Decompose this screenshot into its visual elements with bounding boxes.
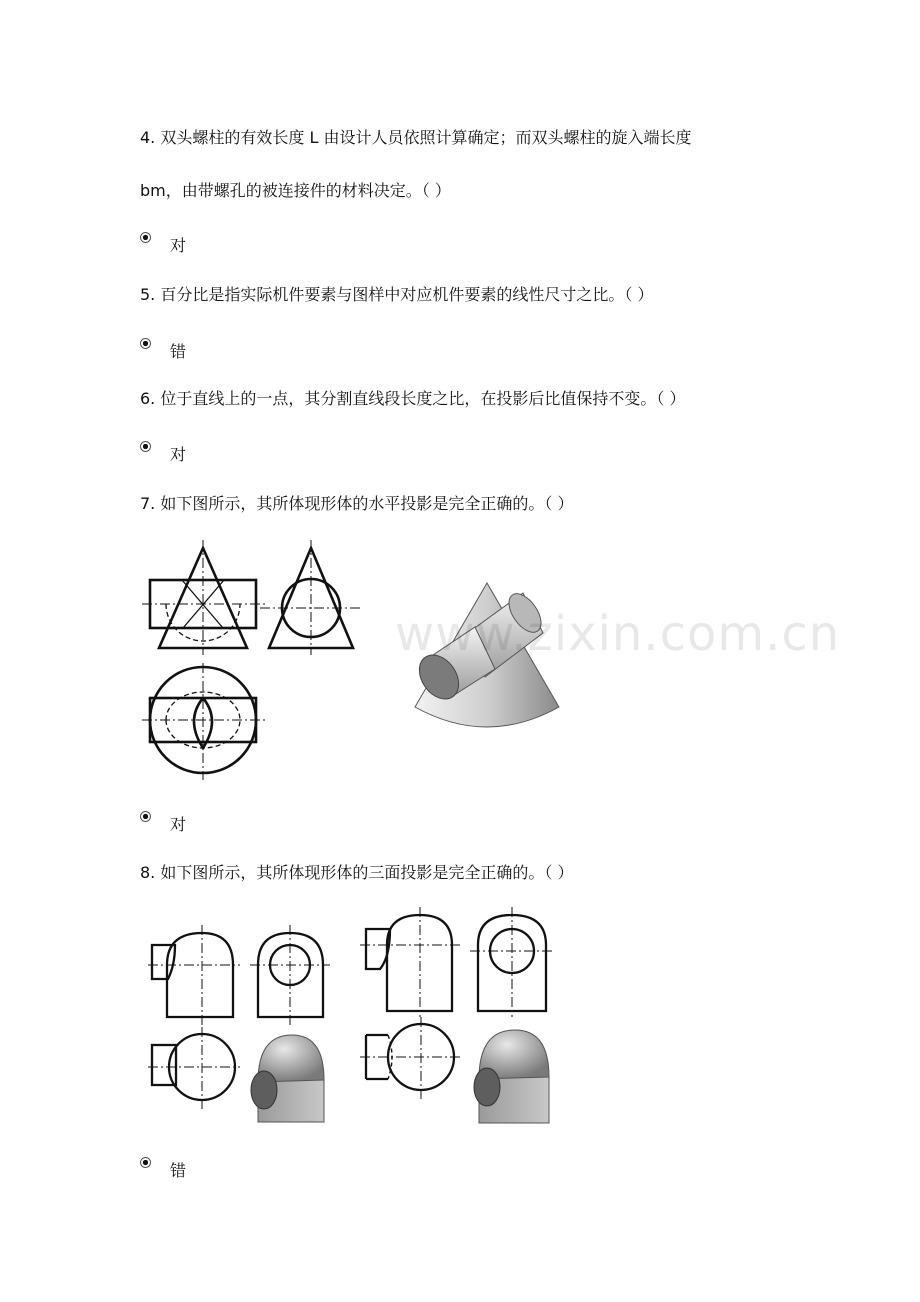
answer-label: 对 [170, 445, 187, 464]
question-4-text-line1: 4. 双头螺柱的有效长度 L 由设计人员依照计算确定；而双头螺柱的旋入端长度 [140, 128, 692, 147]
question-4-text-line2: bm，由带螺孔的被连接件的材料决定。（ ） [140, 181, 451, 200]
radio-selected-icon[interactable] [140, 811, 151, 822]
question-7-projection-drawing [140, 540, 380, 790]
question-6-answer[interactable] [140, 439, 186, 463]
radio-selected-icon[interactable] [140, 232, 151, 243]
question-4-answer[interactable] [140, 230, 186, 254]
question-8-answer[interactable] [140, 1155, 186, 1179]
question-5-text: 5. 百分比是指实际机件要素与图样中对应机件要素的线性尺寸之比。（ ） [140, 285, 654, 304]
answer-label: 错 [170, 342, 187, 361]
question-8-3d-model-right [465, 1025, 560, 1130]
radio-selected-icon[interactable] [140, 338, 151, 349]
question-6-text: 6. 位于直线上的一点，其分割直线段长度之比，在投影后比值保持不变。（ ） [140, 389, 686, 408]
answer-label: 对 [170, 815, 187, 834]
question-7-answer[interactable] [140, 809, 186, 833]
question-8-text: 8. 如下图所示，其所体现形体的三面投影是完全正确的。（ ） [140, 863, 574, 882]
watermark-text: www.zixin.com.cn [395, 606, 841, 662]
question-8-3d-model-left [240, 1030, 335, 1130]
question-5-answer[interactable] [140, 336, 186, 360]
radio-selected-icon[interactable] [140, 441, 151, 452]
question-7-text: 7. 如下图所示，其所体现形体的水平投影是完全正确的。（ ） [140, 494, 574, 513]
answer-label: 错 [170, 1161, 187, 1180]
answer-label: 对 [170, 236, 187, 255]
radio-selected-icon[interactable] [140, 1157, 151, 1168]
